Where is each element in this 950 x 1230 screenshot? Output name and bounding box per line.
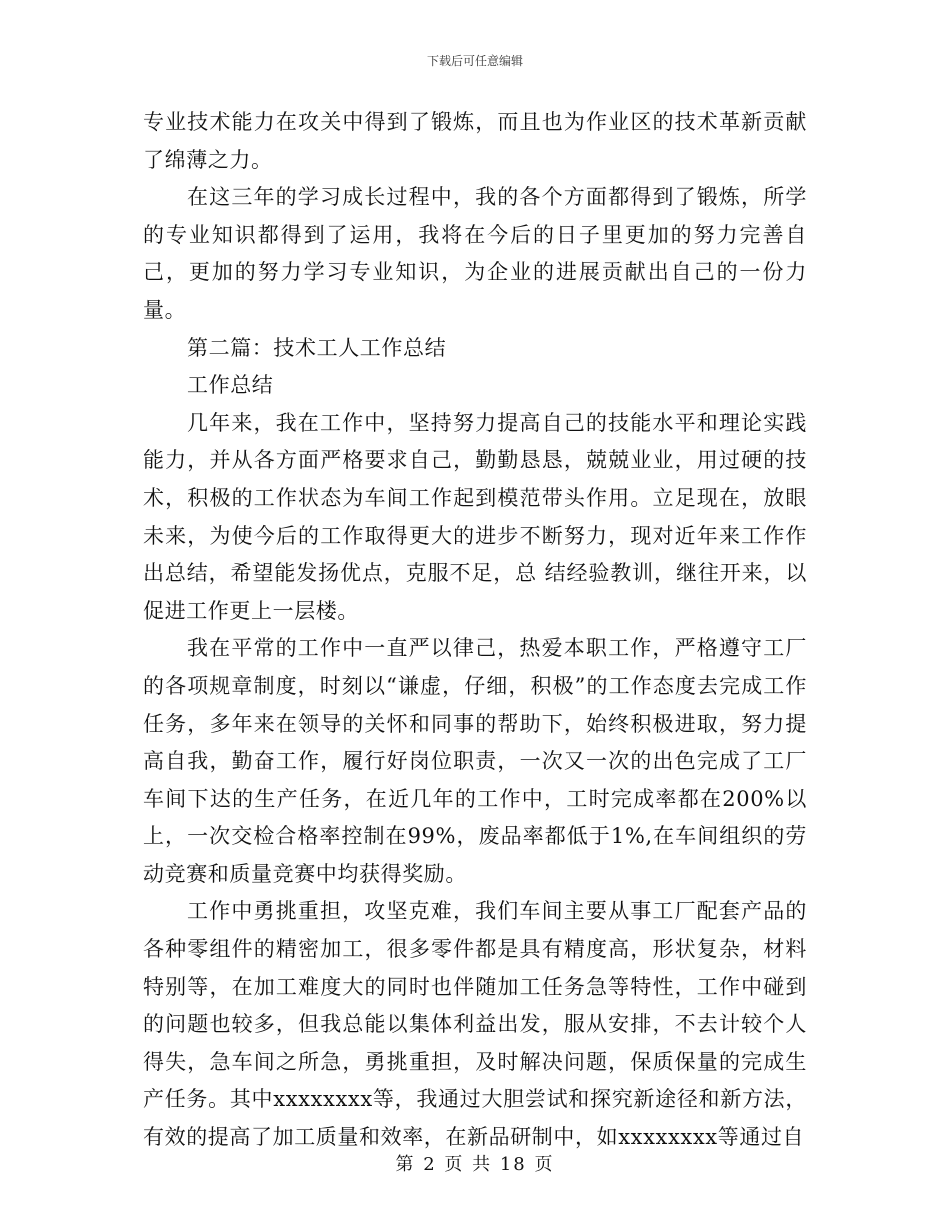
section-title: 第二篇：技术工人工作总结 xyxy=(187,335,447,360)
page-header: 下载后可任意编辑 xyxy=(426,54,523,68)
paragraph: 我在平常的工作中一直严以律己，热爱本职工作，严格遵守工厂的各项规章制度，时刻以“谦虚，仔细，积极”的工作态度去完成工作任务，多年来在领导的关怀和同事的帮助下，始终积极进取，努力提高自我，勤奋工作，履行好岗位职责，一次又一次的出色完成了工厂车间下达的生产任务，在近几年的工作中，工时完成率都在200%以上，一次交检合格率控制在99%，废品率都低于1%,在车间组织的劳动竞赛和质量竞赛中均获得奖励。 xyxy=(143,636,807,886)
section-subtitle: 工作总结 xyxy=(187,373,274,398)
paragraph: 专业技术能力在攻关中得到了锻炼，而且也为作业区的技术革新贡献了绵薄之力。 xyxy=(143,110,807,172)
page-number: 第 2 页 共 18 页 xyxy=(395,1154,555,1175)
document-body xyxy=(143,104,807,1157)
paragraph: 工作中勇挑重担，攻坚克难，我们车间主要从事工厂配套产品的各种零组件的精密加工，很多零件都是具有精度高，形状复杂，材料特别等，在加工难度大的同时也伴随加工任务急等特性，工作中碰到的问题也较多，但我总能以集体利益出发，服从安排，不去计较个人得失，急车间之所急，勇挑重担，及时解决问题，保质保量的完成生产任务。其中xxxxxxxx等，我通过大胆尝试和探究新途径和新方法，有效的提高了加工质量和效率，在新品研制中，如xxxxxxxx等通过自 xyxy=(143,899,807,1150)
paragraph: 几年来，我在工作中，坚持努力提高自己的技能水平和理论实践能力，并从各方面严格要求自己，勤勤恳恳，兢兢业业，用过硬的技术，积极的工作状态为车间工作起到模范带头作用。立足现在，放眼未来，为使今后的工作取得更大的进步不断努力，现对近年来工作作出总结，希望能发扬优点，克服不足，总 结经验教训，继往开来，以促进工作更上一层楼。 xyxy=(143,410,807,623)
paragraph: 在这三年的学习成长过程中，我的各个方面都得到了锻炼，所学的专业知识都得到了运用，我将在今后的日子里更加的努力完善自己，更加的努力学习专业知识，为企业的进展贡献出自己的一份力量。 xyxy=(143,185,807,322)
